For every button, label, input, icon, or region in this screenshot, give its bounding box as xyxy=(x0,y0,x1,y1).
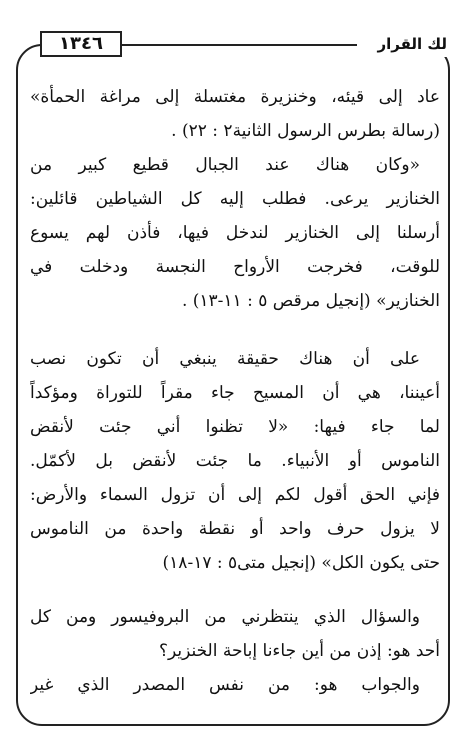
text-line: (رسالة بطرس الرسول الثانية٢ : ٢٢) . xyxy=(171,121,440,141)
text-line: الناموس أو الأنبياء. ما جئت لأنقض بل لأكمّل. xyxy=(30,451,440,471)
page-number: ١٣٤٦ xyxy=(40,31,122,57)
text-line: للوقت، فخرجت الأرواح النجسة ودخلت في xyxy=(30,257,440,277)
main-text-3 xyxy=(30,600,440,702)
text-line: والجواب هو: من نفس المصدر الذي غير xyxy=(30,675,420,695)
text-line: لما جاء فيها: «لا تظنوا أني جئت لأنقض xyxy=(30,417,440,437)
text-line: عاد إلى قيئه، وخنزيرة مغتسلة إلى مراغة الحمأة» xyxy=(30,87,440,107)
text-line: الخنازير» (إنجيل مرقص ٥ : ١١-١٣) . xyxy=(181,291,440,311)
header-rule xyxy=(124,44,360,46)
text-line: الخنازير يرعى. فطلب إليه كل الشياطين قائلين: xyxy=(30,189,440,209)
text-line: لا يزول حرف واحد أو نقطة واحدة من الناموس xyxy=(30,519,440,539)
text-line: أعيننا، هي أن المسيح جاء مقراً للتوراة ومؤكداً xyxy=(30,383,440,403)
text-line: أرسلنا إلى الخنازير لندخل فيها، فأذن لهم يسوع xyxy=(30,223,440,243)
text-line: حتى يكون الكل» (إنجيل متى٥ : ١٧-١٨) xyxy=(162,553,440,573)
main-text-2 xyxy=(30,342,440,580)
running-title: لك القرار xyxy=(357,33,449,57)
text-line: أحد هو: إذن من أين جاءنا إباحة الخنزير؟ xyxy=(158,641,440,661)
text-line: «وكان هناك عند الجبال قطيع كبير من xyxy=(30,155,420,175)
main-text xyxy=(30,80,440,318)
text-line: والسؤال الذي ينتظرني من البروفيسور ومن كل xyxy=(30,607,420,627)
text-line: على أن هناك حقيقة ينبغي أن تكون نصب xyxy=(30,349,420,369)
text-line: فإني الحق أقول لكم إلى أن تزول السماء والأرض: xyxy=(30,485,440,505)
